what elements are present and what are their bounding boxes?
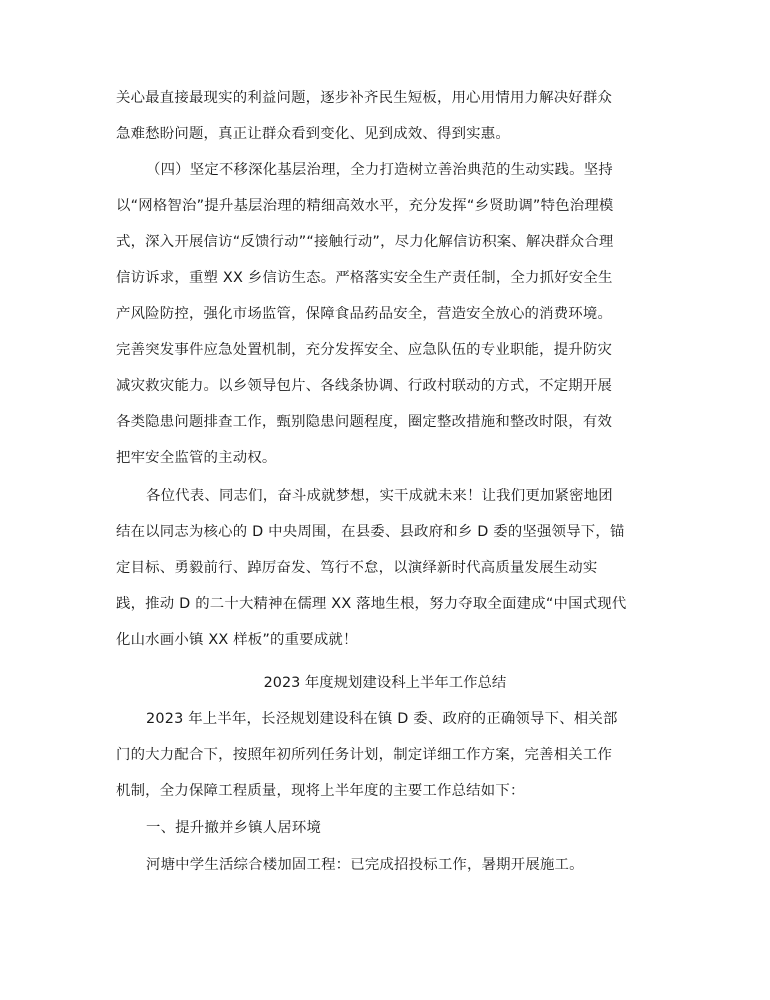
document-title: 2023 年度规划建设科上半年工作总结 [263, 675, 507, 691]
paragraph-line: 把牢安全监管的主动权。 [116, 450, 277, 466]
paragraph-line: 河塘中学生活综合楼加固工程：已完成招投标工作，暑期开展施工。 [146, 857, 584, 873]
paragraph-line: 机制，全力保障工程质量，现将上半年度的主要工作总结如下： [116, 783, 525, 799]
paragraph-line: 减灾救灾能力。以乡领导包片、各线条协调、行政村联动的方式，不定期开展 [116, 378, 613, 394]
paragraph-line: 2023 年上半年，长泾规划建设科在镇 D 委、政府的正确领导下、相关部 [146, 711, 618, 727]
paragraph-line: 信访诉求，重塑 XX 乡信访生态。严格落实安全生产责任制，全力抓好安全生 [116, 270, 613, 286]
paragraph-line: 产风险防控，强化市场监管，保障食品药品安全，营造安全放心的消费环境。 [116, 306, 613, 322]
paragraph-line: 化山水画小镇 XX 样板”的重要成就！ [116, 632, 358, 648]
paragraph-line: 急难愁盼问题，真正让群众看到变化、见到成效、得到实惠。 [116, 126, 510, 142]
paragraph-line: 门的大力配合下，按照年初所列任务计划，制定详细工作方案，完善相关工作 [116, 747, 613, 763]
section-heading-line: （四）坚定不移深化基层治理，全力打造树立善治典范的生动实践。坚持 [146, 162, 613, 178]
paragraph-line: 结在以同志为核心的 D 中央周围，在县委、县政府和乡 D 委的坚强领导下，锚 [116, 524, 625, 540]
paragraph-line: 关心最直接最现实的利益问题，逐步补齐民生短板，用心用情用力解决好群众 [116, 90, 613, 106]
paragraph-line: 各位代表、同志们，奋斗成就梦想，实干成就未来！让我们更加紧密地团 [146, 488, 613, 504]
paragraph-line: 定目标、勇毅前行、踔厉奋发、笃行不怠，以演绎新时代高质量发展生动实 [116, 560, 598, 576]
paragraph-line: 以“网格智治”提升基层治理的精细高效水平，充分发挥“乡贤助调”特色治理模 [116, 198, 614, 214]
paragraph-line: 各类隐患问题排查工作，甄别隐患问题程度，圈定整改措施和整改时限，有效 [116, 414, 613, 430]
paragraph-line: 践，推动 D 的二十大精神在儒理 XX 落地生根，努力夺取全面建成“中国式现代 [116, 596, 627, 612]
paragraph-line: 式，深入开展信访“反馈行动”“接触行动”，尽力化解信访积案、解决群众合理 [116, 234, 614, 250]
section-heading-line: 一、提升撤并乡镇人居环境 [146, 820, 322, 836]
paragraph-line: 完善突发事件应急处置机制，充分发挥安全、应急队伍的专业职能，提升防灾 [116, 342, 613, 358]
